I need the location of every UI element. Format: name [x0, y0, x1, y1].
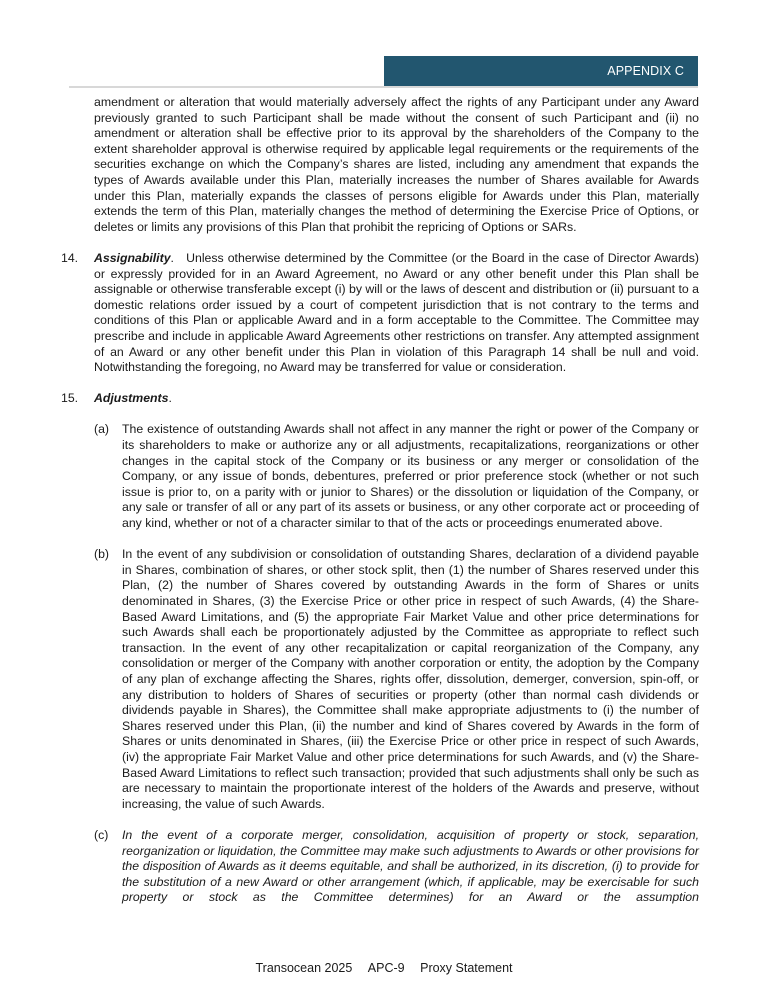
- subsection-text: In the event of any subdivision or consolidation of outstanding Shares, declaration of a dividend payable in Shares, combination of shares, or other stock split, then (1) the number of Shares reserved under this Plan, (2) the number of Shares covered by outstanding Awards in the form of Shares or units denominated in Shares, (3) the Exercise Price or other price in respect of such Awards, (4) the Share-Based Award Limitations, and (5) the appropriate Fair Market Value and other price determinations for such Awards shall each be proportionately adjusted by the Committee as appropriate to reflect such transaction. In the event of any other recapitalization or capital reorganization of the Company, any consolidation or merger of the Company with another corporation or entity, the adoption by the Company of any plan of exchange affecting the Shares, rights offer, dissolution, demerger, conversion, spin-off, or any distribution to holders of Shares of securities or property (other than normal cash dividends or dividends payable in Shares), the Committee shall make appropriate adjustments to (i) the number of Shares reserved under this Plan, (ii) the number and kind of Shares covered by Awards in the form of Shares or units denominated in Shares, (iii) the Exercise Price or other price in respect of such Awards, (iv) the appropriate Fair Market Value and other price determinations for such Awards, and (v) the Share-Based Award Limitations to reflect such transaction; provided that such adjustments shall only be such as are necessary to maintain the proportionate interest of the holders of the Awards and preserve, without increasing, the value of such Awards.: [122, 547, 699, 811]
- section-heading: Assignability: [94, 250, 171, 265]
- section-text: Unless otherwise determined by the Committee (or the Board in the case of Director Awards) or expressly provided for in an Award Agreement, no Award or any other benefit under this Plan shall be assignable or otherwise transferable except (i) by will or the laws of descent and distribution or (ii) pursuant to a domestic relations order issued by a court of competent jurisdiction that is not contrary to the terms and conditions of this Plan or applicable Award and in a form acceptable to the Committee. The Committee may prescribe and include in applicable Award Agreements other restrictions on transfer. Any attempted assignment of an Award or any other benefit under this Plan in violation of this Paragraph 14 shall be null and void. Notwithstanding the foregoing, no Award may be transferred for value or consideration.: [94, 250, 699, 375]
- section-heading-line: [94, 391, 699, 407]
- header-divider: [69, 86, 698, 88]
- appendix-label: APPENDIX C: [607, 64, 684, 78]
- subsection-label: (a): [94, 422, 110, 437]
- continuation-paragraph: amendment or alteration that would materially adversely affect the rights of any Participant under any Award previously granted to such Participant shall be made without the consent of such Participant and (ii) no amendment or alteration shall be effective prior to its approval by the shareholders of the Company to the extent shareholder approval is otherwise required by applicable legal requirements or the requirements of the securities exchange on which the Company’s shares are listed, including any amendment that expands the types of Awards available under this Plan, materially increases the number of Shares available for Awards under this Plan, materially expands the classes of persons eligible for Awards under this Plan, materially extends the term of this Plan, materially changes the method of determining the Exercise Price of Options, or deletes or limits any provisions of this Plan that prohibit the repricing of Options or SARs.: [94, 95, 699, 234]
- footer-company: Transocean 2025: [255, 961, 353, 975]
- footer-document-title: Proxy Statement: [420, 961, 513, 975]
- appendix-banner: [384, 56, 698, 86]
- subsection-label: (b): [94, 547, 110, 562]
- section-heading: Adjustments: [94, 391, 169, 406]
- subsection-b: [94, 547, 699, 812]
- section-number: 15.: [61, 391, 79, 406]
- document-body: [61, 95, 699, 921]
- subsection-label: (c): [94, 827, 109, 842]
- section-15-adjustments: [61, 391, 699, 407]
- section-14-assignability: [61, 250, 699, 376]
- subsection-text: The existence of outstanding Awards shall not affect in any manner the right or power of the Company or its shareholders to make or authorize any or all adjustments, recapitalizations, reorganizations or other changes in the capital stock of the Company or its business or any merger or consolidation of the Company, or any issue of bonds, debentures, preferred or prior preference stock (whether or not such issue is prior to, on a parity with or junior to Shares) or the dissolution or liquidation of the Company, or any sale or transfer of all or any part of its assets or business, or any other corporate act or proceeding of any kind, whether or not of a character similar to that of the acts or proceedings enumerated above.: [122, 422, 699, 531]
- subsection-text: In the event of a corporate merger, consolidation, acquisition of property or stock, separation, reorganization or liquidation, the Committee may make such adjustments to Awards or other provisions for the disposition of Awards as it deems equitable, and shall be authorized, in its discretion, (i) to provide for the substitution of a new Award or other arrangement (which, if applicable, may be exercisable for such property or stock as the Committee determines) for an Award or the assumption: [122, 827, 699, 905]
- footer-page-number: APC-9: [367, 961, 405, 975]
- section-number: 14.: [61, 250, 79, 265]
- section-paragraph: [94, 251, 699, 376]
- heading-suffix: .: [168, 391, 172, 406]
- subsection-a: [94, 422, 699, 531]
- heading-suffix: .: [170, 250, 174, 265]
- page-footer: [0, 961, 768, 975]
- subsection-c: [94, 827, 699, 906]
